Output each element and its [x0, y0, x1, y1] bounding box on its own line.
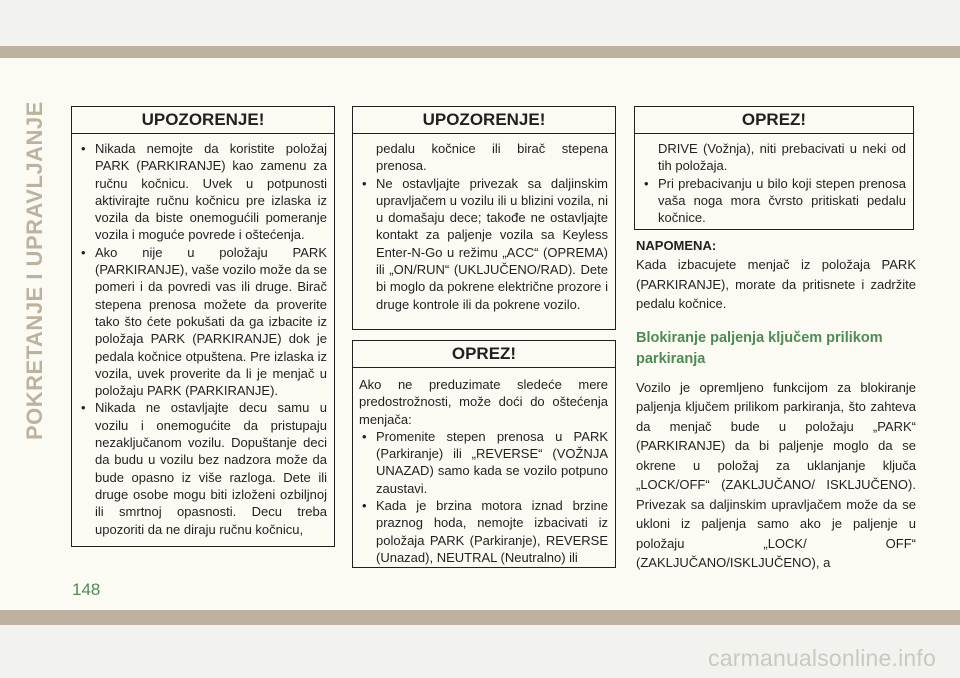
list-item: • Ne ostavljajte privezak sa daljinskim upravljačem u vozilu ili u blizini vozila, ni u domašaju dece; takođe ne ostavljajte kontakt za paljenje vozila sa Keyless Enter-N-Go u režimu „ACC“ (OPREMA) ili „ON/RUN“ (UKLJUČENO/RAD). Dete bi moglo da pokrene električne prozore i druge kontrole ili da pokrene vozilo. [359, 175, 608, 313]
section-text: Vozilo je opremljeno funkcijom za blokiranje paljenja ključem prilikom parkiranja, što zahteva da menjač bude u položaju „PARK“ (PARKIRANJE) da bi paljenje moglo da se okrene u položaj za uklanjanje ključa „LOCK/OFF“ (ZAKLJUČANO/ ISKLJUČENO). Privezak sa daljinskim upravljačem može da se ukloni iz paljenja samo ako je paljenje u položaju „LOCK/ OFF“ (ZAKLJUČANO/ISKLJUČENO), a [636, 379, 916, 570]
watermark: carmanualsonline.info [708, 645, 936, 671]
footer-band [0, 610, 960, 625]
caution-heading: OPREZ! [353, 341, 615, 368]
page-number: 148 [72, 580, 101, 599]
list-item: • Kada je brzina motora iznad brzine praznog hoda, nemojte izbacivati iz položaja PARK (Parkiranje), REVERSE (Unazad), NEUTRAL (Neutralno) ili [359, 497, 608, 566]
caution-heading: OPREZ! [635, 107, 913, 134]
warning-list [78, 140, 327, 538]
note-label: NAPOMENA: [636, 238, 717, 253]
caution-intro: Ako ne preduzimate sledeće mere predostrožnosti, može doći do oštećenja menjača: [359, 377, 608, 427]
top-margin [0, 0, 960, 46]
warning-list [359, 175, 608, 313]
caution-continuation: DRIVE (Vožnja), niti prebacivati u neki od tih položaja. [658, 141, 906, 174]
header-band [0, 46, 960, 58]
list-item: • Promenite stepen prenosa u PARK (Parkiranje) ili „REVERSE“ (VOŽNJA UNAZAD) samo kada se vozilo potpuno zaustavi. [359, 428, 608, 497]
list-item: • Pri prebacivanju u bilo koji stepen prenosa vaša noga mora čvrsto pritiskati pedalu kočnice. [641, 175, 906, 227]
warning-heading: UPOZORENJE! [72, 107, 334, 134]
warning-box-1 [71, 106, 335, 547]
caution-list [641, 175, 906, 227]
warning-heading: UPOZORENJE! [353, 107, 615, 134]
right-column-text [636, 236, 916, 573]
list-item: • Ako nije u položaju PARK (PARKIRANJE), vaše vozilo može da se pomeri i da povredi vas ili druge. Birač stepena prenosa možete da proverite tako što ćete pokušati da ga izbacite iz položaja PARK (PARKIRANJE) dok je pedala kočnice otpuštena. Pre izlaska iz vozila, uvek proverite da li je menjač u položaju PARK (PARKIRANJE). [78, 244, 327, 400]
warning-continuation: pedalu kočnice ili birač stepena prenosa. [376, 141, 608, 174]
note-text: Kada izbacujete menjač iz položaja PARK (PARKIRANJE), morate da pritisnete i zadržite pedalu kočnice. [636, 257, 916, 311]
section-heading: Blokiranje paljenja ključem prilikom parkiranja [636, 329, 883, 367]
caution-box-2 [634, 106, 914, 230]
caution-list [359, 428, 608, 566]
chapter-title-vertical: POKRETANJE I UPRAVLJANJE [22, 101, 47, 440]
list-item: • Nikada nemojte da koristite položaj PARK (PARKIRANJE) kao zamenu za ručnu kočnicu. Uvek u potpunosti aktivirajte ručnu kočnicu pre izlaska iz vozila da biste onemogućili pomeranje vozila i moguće povrede i oštećenja. [78, 140, 327, 244]
list-item: • Nikada ne ostavljajte decu samu u vozilu i onemogućite da pristupaju nezaključanom vozilu. Dopuštanje deci da budu u vozilu bez nadzora može da bude opasno iz više razloga. Dete ili druge osobe mogu biti izloženi ozbiljnoj ili smrtnoj opasnosti. Decu treba upozoriti da ne diraju ručnu kočnicu, [78, 399, 327, 537]
caution-box-1 [352, 340, 616, 568]
warning-box-2 [352, 106, 616, 330]
